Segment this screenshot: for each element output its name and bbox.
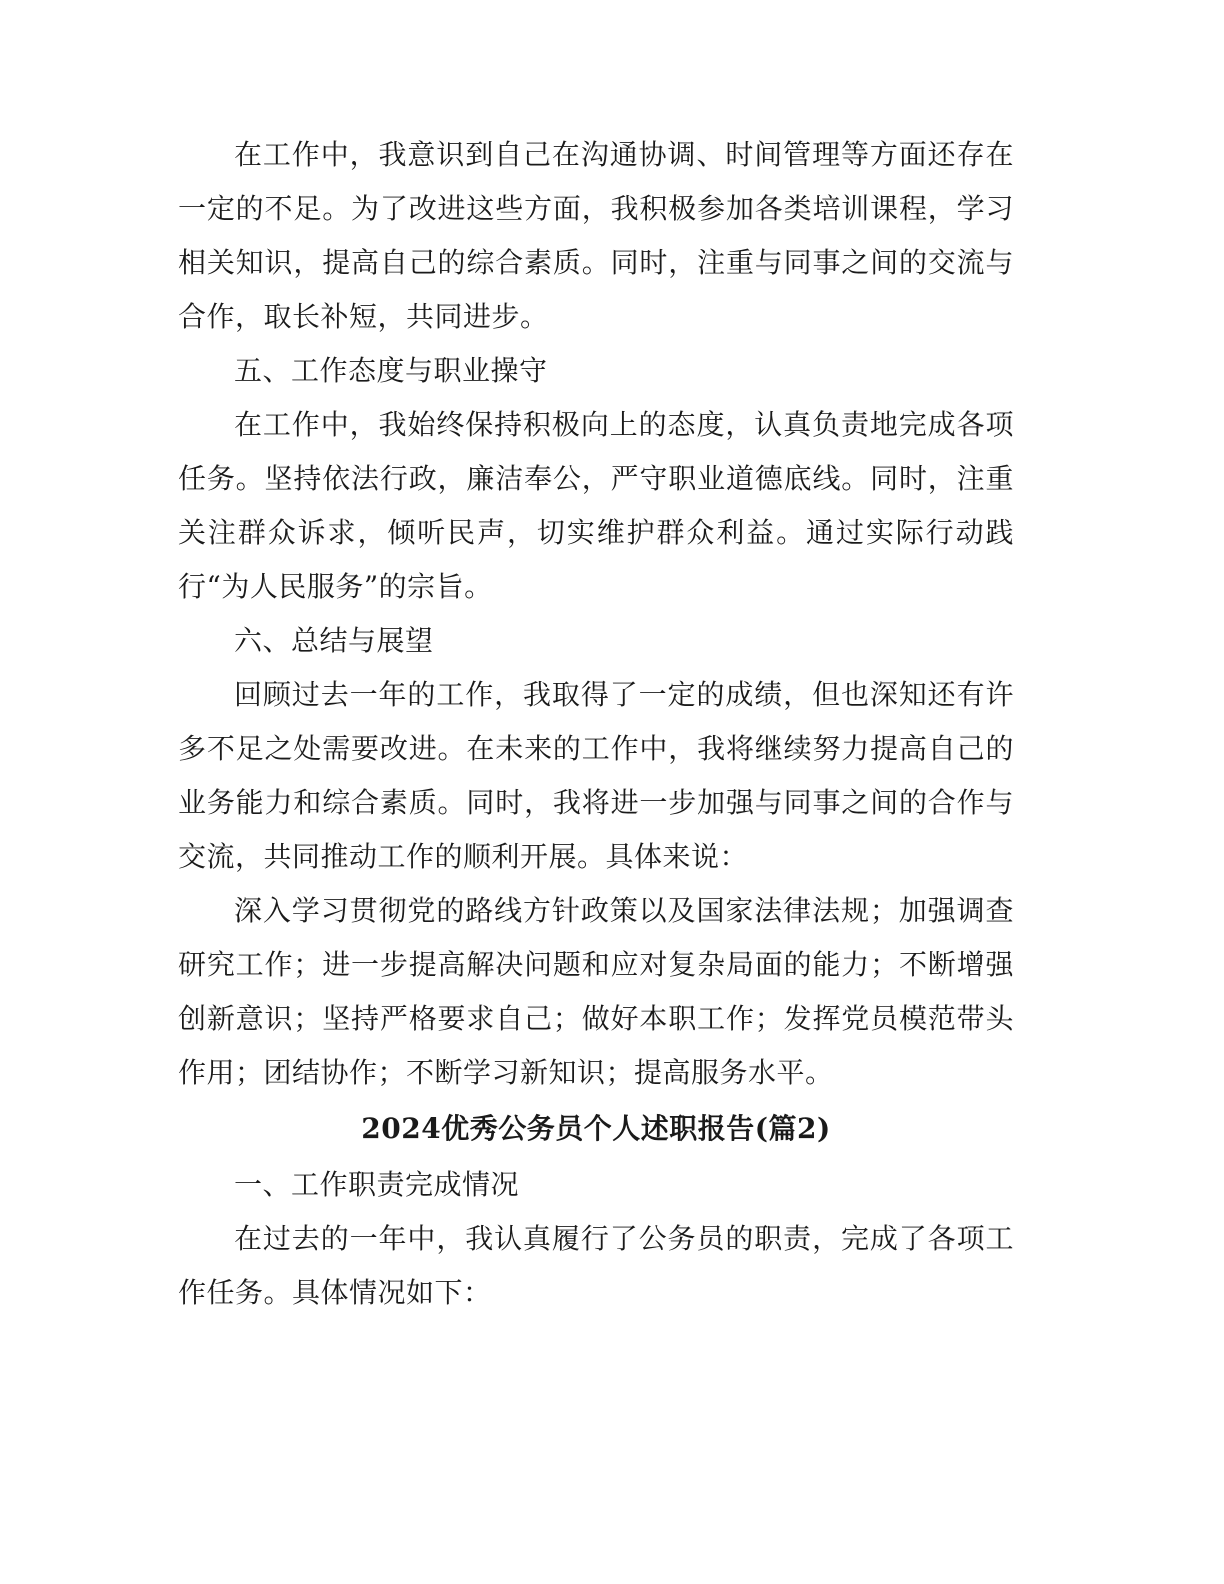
section-heading-work-attitude: 五、工作态度与职业操守	[234, 354, 548, 387]
paragraph-communication-improvement: 在工作中，我意识到自己在沟通协调、时间管理等方面还存在一定的不足。为了改进这些方面，我积极参加各类培训课程，学习相关知识，提高自己的综合素质。同时，注重与同事之间的交流与合作，取长补短，共同进步。	[178, 138, 1014, 333]
paragraph-future-plans: 深入学习贯彻党的路线方针政策以及国家法律法规；加强调查研究工作；进一步提高解决问题和应对复杂局面的能力；不断增强创新意识；坚持严格要求自己；做好本职工作；发挥党员模范带头作用；团结协作；不断学习新知识；提高服务水平。	[178, 894, 1014, 1089]
paragraph-review-past-year: 回顾过去一年的工作，我取得了一定的成绩，但也深知还有许多不足之处需要改进。在未来的工作中，我将继续努力提高自己的业务能力和综合素质。同时，我将进一步加强与同事之间的合作与交流，共同推动工作的顺利开展。具体来说：	[178, 678, 1014, 873]
report-title: 2024优秀公务员个人述职报告(篇2)	[361, 1112, 831, 1145]
section-heading-summary-outlook: 六、总结与展望	[234, 624, 434, 657]
paragraph-work-attitude: 在工作中，我始终保持积极向上的态度，认真负责地完成各项任务。坚持依法行政，廉洁奉公，严守职业道德底线。同时，注重关注群众诉求，倾听民声，切实维护群众利益。通过实际行动践行“为人民服务”的宗旨。	[178, 408, 1014, 603]
paragraph-duties-completion: 在过去的一年中，我认真履行了公务员的职责，完成了各项工作任务。具体情况如下：	[178, 1222, 1014, 1309]
section-heading-duties-completion: 一、工作职责完成情况	[234, 1168, 520, 1201]
document-body	[178, 128, 1014, 1320]
